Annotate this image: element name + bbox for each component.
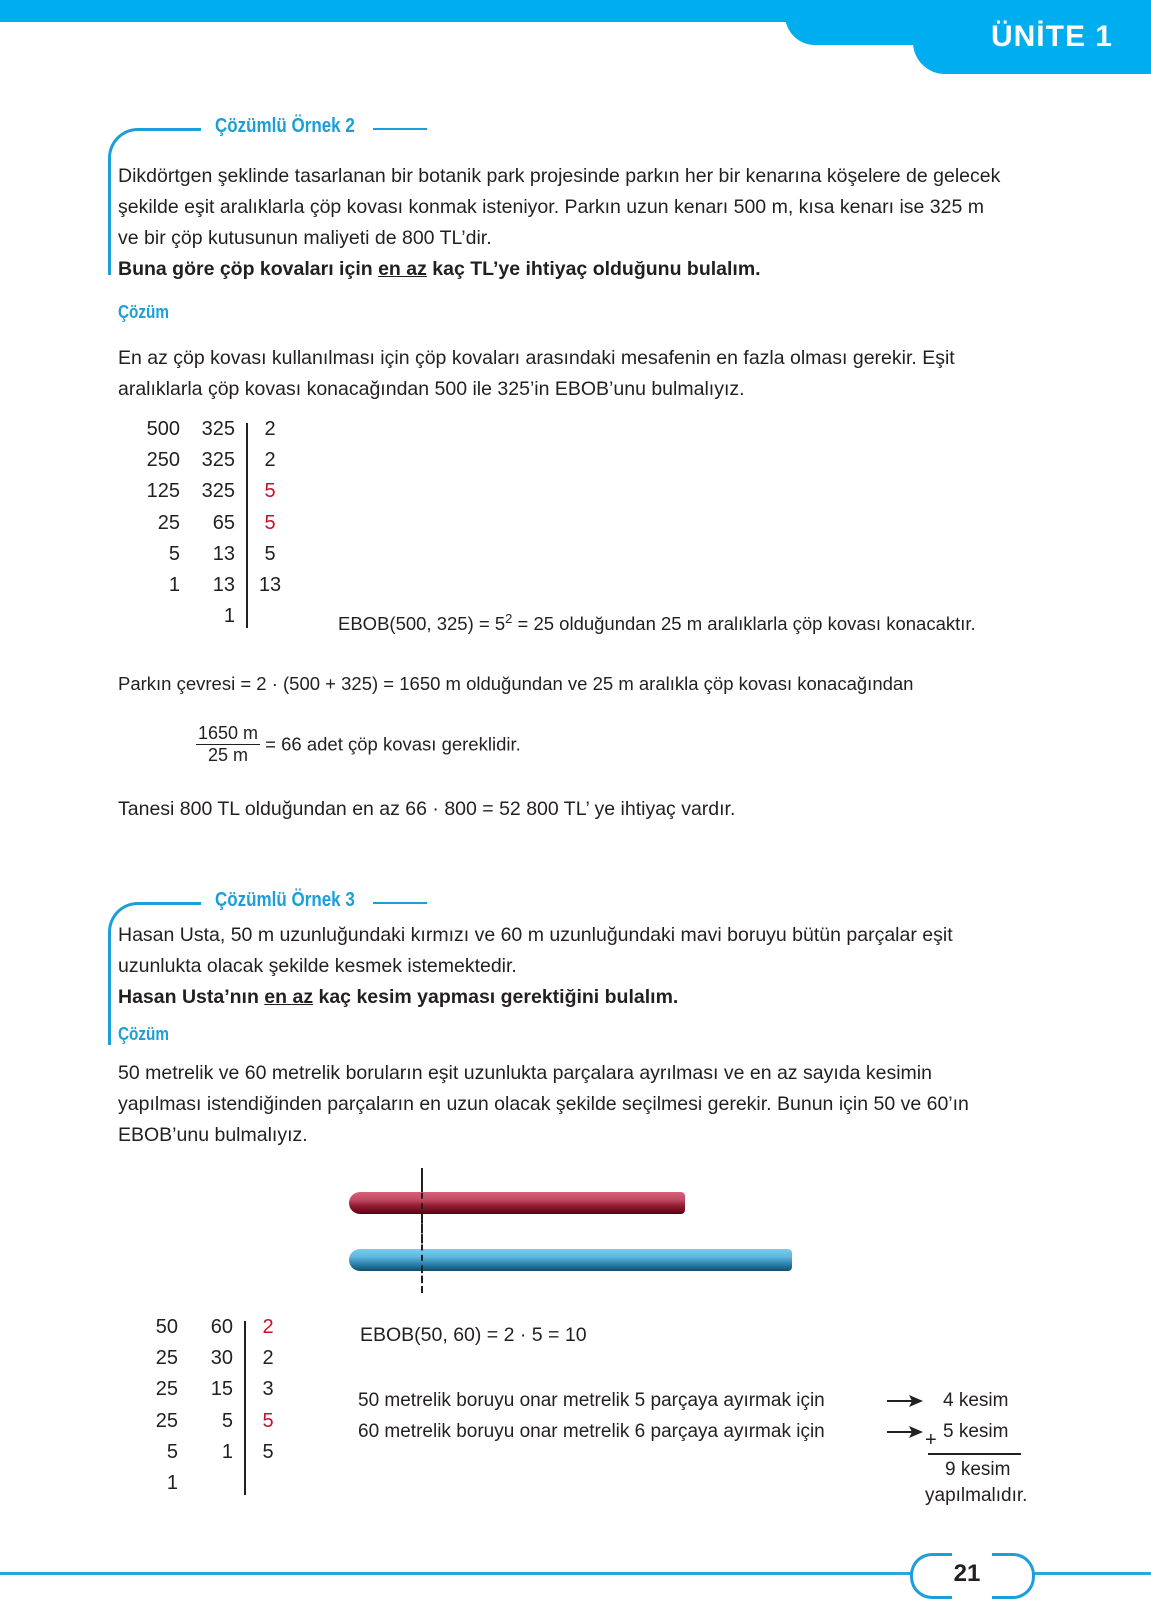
divisor: 5 bbox=[264, 480, 276, 503]
solution-line: aralıklarla çöp kovası konacağından 500 ile 325’in EBOB’unu bulmalıyız. bbox=[118, 378, 745, 400]
dividend-b: 30 bbox=[210, 1347, 233, 1370]
divisor: 5 bbox=[264, 511, 276, 534]
division-bar bbox=[246, 423, 248, 628]
dividend-b: 1 bbox=[221, 1440, 233, 1463]
dividend-b: 325 bbox=[201, 480, 235, 503]
example3-solution-title: Çözüm bbox=[118, 1024, 169, 1044]
solution-line: 50 metrelik ve 60 metrelik boruların eşit uzunlukta parçalara ayrılması ve en az sayıda kesimin bbox=[118, 1062, 932, 1084]
dividend-b: 13 bbox=[212, 542, 235, 565]
division-row bbox=[148, 1472, 288, 1503]
dividend-a: 500 bbox=[146, 418, 180, 440]
plus-sign: + bbox=[925, 1429, 937, 1451]
example2-perimeter: Parkın çevresi = 2 · (500 + 325) = 1650 m olduğundan ve 25 m aralıkla çöp kovası konacağından bbox=[118, 673, 914, 694]
page-number: 21 bbox=[953, 1560, 981, 1587]
example2-final: Tanesi 800 TL olduğundan en az 66 · 800 = 52 800 TL’ ye ihtiyaç vardır. bbox=[118, 798, 736, 820]
total-note: yapılmalıdır. bbox=[925, 1485, 1028, 1506]
example3-title-line bbox=[373, 902, 427, 904]
divisor: 13 bbox=[258, 573, 282, 596]
division-row bbox=[148, 1347, 288, 1378]
dividend-a: 250 bbox=[146, 449, 180, 472]
problem-line: şekilde eşit aralıklarla çöp kovası konmak isteniyor. Parkın uzun kenarı 500 m, kısa kenarı ise 325 m bbox=[118, 196, 984, 218]
cut-count: 5 kesim bbox=[943, 1421, 1009, 1442]
divisor: 2 bbox=[264, 418, 276, 440]
dividend-b: 65 bbox=[212, 511, 235, 534]
example3-solution-text bbox=[118, 1058, 1033, 1151]
problem-line: ve bir çöp kutusunun maliyeti de 800 TL’dir. bbox=[118, 227, 492, 249]
example3-division-table bbox=[148, 1316, 288, 1503]
division-row bbox=[148, 1410, 288, 1441]
example2-solution-text bbox=[118, 343, 1033, 405]
division-row bbox=[140, 418, 290, 449]
dividend-a: 1 bbox=[166, 1471, 178, 1494]
example2-title: Çözümlü Örnek 2 bbox=[215, 115, 355, 137]
cut-count: 4 kesim bbox=[943, 1390, 1009, 1411]
dividend-a: 25 bbox=[155, 1409, 178, 1432]
problem-line: Dikdörtgen şeklinde tasarlanan bir botanik park projesinde parkın her bir kenarına köşelere de gelecek bbox=[118, 165, 1001, 187]
red-pipe bbox=[349, 1192, 685, 1214]
solution-line: yapılması istendiğinden parçaların en uzun olacak şekilde seçilmesi gerekir. Bunun için 50 ve 60’ın bbox=[118, 1093, 969, 1115]
example2-division-table bbox=[140, 418, 290, 636]
divisor: 5 bbox=[262, 1409, 274, 1432]
example3-cut-line: 60 metrelik boruyu onar metrelik 6 parçaya ayırmak için bbox=[358, 1421, 825, 1442]
dividend-b: 325 bbox=[201, 449, 235, 472]
dividend-a: 125 bbox=[146, 480, 180, 503]
division-row bbox=[140, 449, 290, 480]
sum-line bbox=[928, 1453, 1021, 1455]
division-row bbox=[140, 605, 290, 636]
total-cuts: 9 kesim bbox=[945, 1459, 1011, 1480]
dividend-b: 325 bbox=[201, 418, 235, 440]
dividend-b: 1 bbox=[223, 605, 235, 628]
dividend-b: 13 bbox=[212, 573, 235, 596]
problem-line: uzunlukta olacak şekilde kesmek istemektedir. bbox=[118, 955, 517, 977]
example2-fraction: $\frac{1650 m}{25 m}$ = 66 adet çöp kovası gereklidir. bbox=[198, 723, 521, 765]
example3-problem bbox=[118, 920, 1033, 1013]
division-row bbox=[148, 1316, 288, 1347]
problem-question: Buna göre çöp kovaları için en az kaç TL’ye ihtiyaç olduğunu bulalım. bbox=[118, 258, 761, 280]
problem-line: Hasan Usta, 50 m uzunluğundaki kırmızı ve 60 m uzunluğundaki mavi boruyu bütün parçalar eşit bbox=[118, 924, 953, 946]
dividend-a: 5 bbox=[166, 1440, 178, 1463]
dividend-a: 25 bbox=[157, 511, 180, 534]
unit-label: ÜNİTE 1 bbox=[990, 20, 1113, 53]
divisor: 5 bbox=[262, 1440, 274, 1463]
example3-ebob-result: EBOB(50, 60) = 2 · 5 = 10 bbox=[360, 1324, 587, 1346]
example3-title: Çözümlü Örnek 3 bbox=[215, 889, 355, 911]
dividend-a: 25 bbox=[155, 1347, 178, 1370]
dividend-a: 1 bbox=[168, 573, 180, 596]
divisor: 5 bbox=[264, 542, 276, 565]
division-row bbox=[140, 512, 290, 543]
blue-pipe bbox=[349, 1249, 792, 1271]
divisor: 3 bbox=[262, 1378, 274, 1401]
example2-solution-title: Çözüm bbox=[118, 302, 169, 322]
divisor: 2 bbox=[264, 449, 276, 472]
dividend-a: 5 bbox=[168, 542, 180, 565]
divisor: 2 bbox=[262, 1316, 274, 1338]
example2-ebob-result: EBOB(500, $325) = 5^2 = 25$ olduğundan 25 m aralıklarla çöp kovası konacaktır. bbox=[338, 611, 976, 635]
division-row bbox=[140, 543, 290, 574]
arrow-right-icon bbox=[887, 1394, 923, 1408]
example2-title-line bbox=[373, 128, 427, 130]
division-row bbox=[148, 1441, 288, 1472]
dividend-b: 15 bbox=[210, 1378, 233, 1401]
cut-guide-overlay bbox=[421, 1172, 423, 1292]
dividend-b: 60 bbox=[210, 1316, 233, 1338]
dividend-b: 5 bbox=[221, 1409, 233, 1432]
division-row bbox=[140, 574, 290, 605]
solution-line: EBOB’unu bulmalıyız. bbox=[118, 1124, 308, 1146]
dividend-a: 50 bbox=[155, 1316, 178, 1338]
dividend-a: 25 bbox=[155, 1378, 178, 1401]
solution-line: En az çöp kovası kullanılması için çöp kovaları arasındaki mesafenin en fazla olması gerekir. Eşit bbox=[118, 347, 955, 369]
arrow-right-icon bbox=[887, 1425, 923, 1439]
example2-problem bbox=[118, 161, 1033, 285]
division-bar bbox=[244, 1321, 246, 1495]
division-row bbox=[140, 480, 290, 511]
division-row bbox=[148, 1378, 288, 1409]
problem-question: Hasan Usta’nın en az kaç kesim yapması gerektiğini bulalım. bbox=[118, 986, 679, 1008]
divisor: 2 bbox=[262, 1347, 274, 1370]
example3-cut-line: 50 metrelik boruyu onar metrelik 5 parçaya ayırmak için bbox=[358, 1390, 825, 1411]
